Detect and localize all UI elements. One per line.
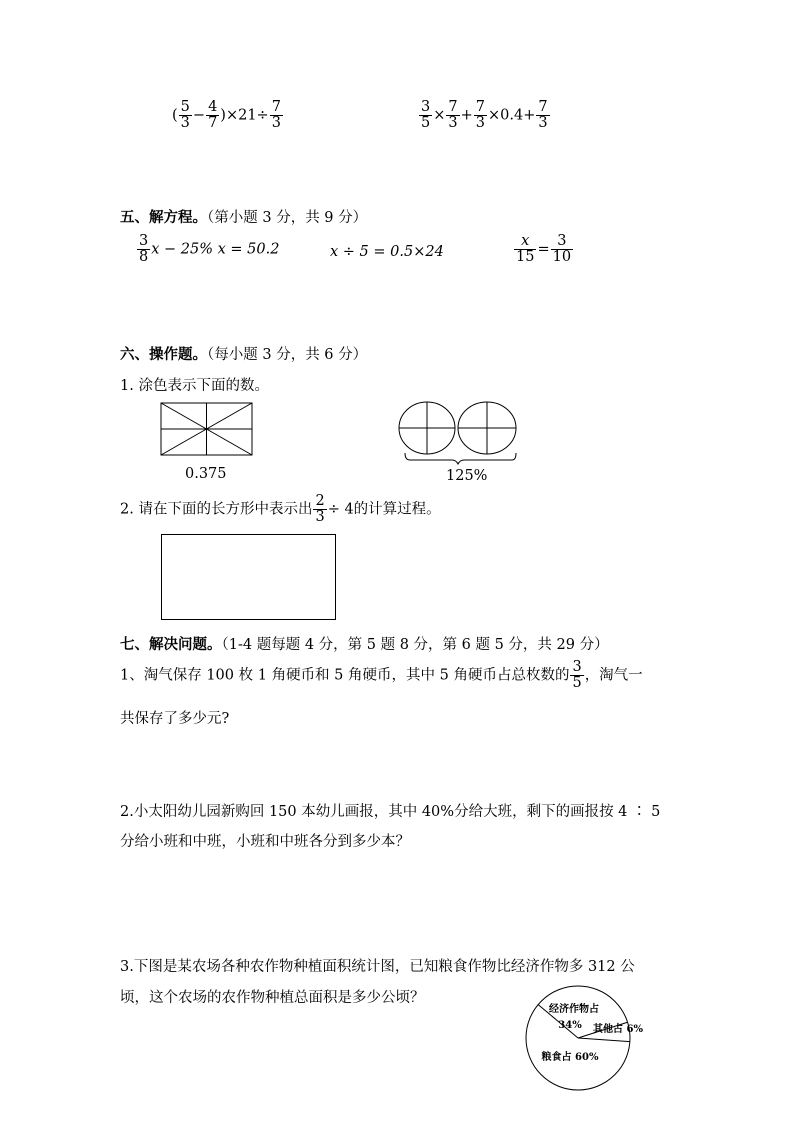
fraction: $\frac{3}{8}$ (139, 233, 149, 266)
fraction: $\frac{7}{3}$ (475, 99, 486, 132)
circles-label: 125% (446, 468, 488, 484)
question-7-3: 3.下图是某农场各种农作物种植面积统计图，已知粮食作物比经济作物多 312 公 (120, 959, 635, 975)
fraction: $\frac{7}{3}$ (448, 99, 458, 132)
fraction: $\frac{2}{3}$ (315, 493, 325, 526)
pie-label: 其他占 6% (593, 1024, 643, 1035)
fraction: $\frac{3}{10}$ (552, 233, 572, 266)
question-7-2: 2.小太阳幼儿园新购回 150 本幼儿画报，其中 40%分给大班，剩下的画报按 4 ∶ 5 (120, 804, 661, 820)
expression-2: $\frac{3}{5}$ × $\frac{7}{3}$ + $\frac{7}{3}$ ×0.4+ $\frac{7}{3}$ (421, 99, 548, 132)
equation-3: $\frac{x}{15}$ = $\frac{3}{10}$ (516, 233, 572, 266)
fraction: $\frac{5}{3}$ (180, 99, 190, 132)
fraction: $\frac{3}{5}$ (421, 99, 431, 132)
divided-rectangle (160, 400, 256, 458)
fraction: $\frac{x}{15}$ (516, 233, 535, 266)
fraction: $\frac{3}{5}$ (572, 659, 582, 692)
pie-slice-boundary (578, 1038, 630, 1042)
fraction: $\frac{7}{3}$ (538, 99, 548, 132)
paren: ( (172, 107, 178, 124)
pie-value-label: 34% (558, 1020, 582, 1031)
section-5-heading: 五、解方程。（第小题 3 分，共 9 分） (120, 209, 368, 226)
expression-1: ( $\frac{5}{3}$ − $\frac{4}{7}$ )×21÷ $\frac{7}{3}$ (172, 99, 281, 132)
question-6-1: 1. 涂色表示下面的数。 (120, 378, 269, 394)
fraction: $\frac{7}{3}$ (271, 99, 281, 132)
pie-chart (520, 980, 670, 1100)
rectangle-label: 0.375 (185, 466, 227, 482)
pie-label: 经济作物占 (549, 1004, 599, 1015)
question-7-2-cont: 分给小班和中班，小班和中班各分到多少本？ (120, 834, 410, 850)
section-7-heading: 七、解决问题。（1-4 题每题 4 分，第 5 题 8 分，第 6 题 5 分，共 29 分） (120, 636, 609, 653)
question-7-3-cont: 顷，这个农场的农作物种植总面积是多少公顷？ (120, 990, 425, 1006)
question-6-2: 2. 请在下面的长方形中表示出 $\frac{2}{3}$ ÷ 4的计算过程。 (120, 493, 441, 526)
question-7-1: 1、淘气保存 100 枚 1 角硬币和 5 角硬币，其中 5 角硬币占总枚数的 $\frac{3}{5}$ ，淘气一 (120, 659, 643, 692)
pie-label: 粮食占 60% (541, 1052, 599, 1063)
section-6-heading: 六、操作题。（每小题 3 分，共 6 分） (120, 346, 368, 363)
equation-1: $\frac{3}{8}$ x − 25% x = 50.2 (139, 233, 280, 266)
equation-2: x ÷ 5 = 0.5×24 (330, 244, 444, 260)
fraction: $\frac{4}{7}$ (208, 99, 218, 132)
blank-rectangle[interactable] (161, 534, 336, 620)
question-7-1-cont: 共保存了多少元? (120, 711, 230, 727)
divided-circles (396, 400, 522, 468)
